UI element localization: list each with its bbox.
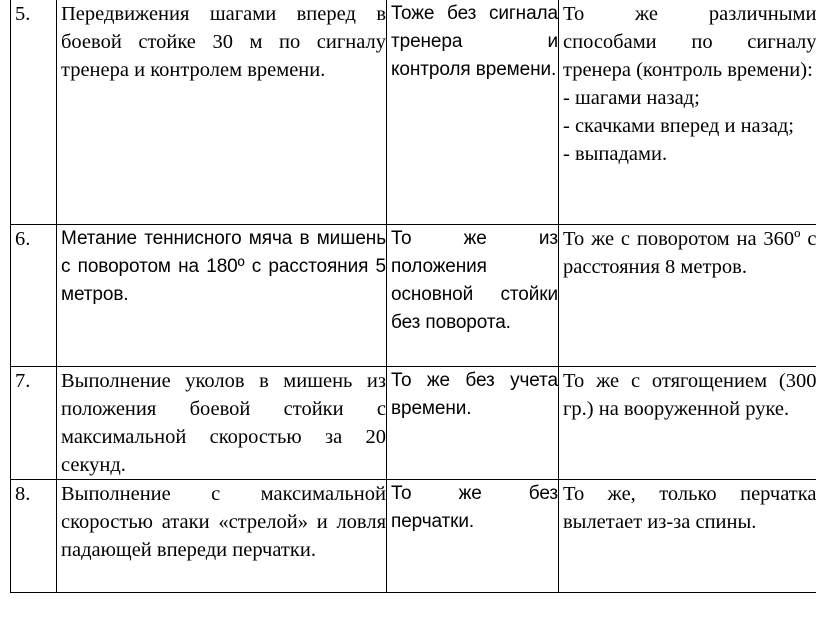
variant-a-cell: То же без учета времени.	[387, 366, 559, 479]
variant-b-line: То же, только перчатка вылетает из-за спины.	[563, 482, 816, 533]
variant-a-cell: То же без перчатки.	[387, 479, 559, 592]
exercise-cell: Выполнение с максимальной скоростью атаки «стрелой» и ловля падающей впереди перчатки.	[57, 479, 387, 592]
variant-a-cell: То же из положения основной стойки без поворота.	[387, 224, 559, 366]
exercise-cell: Передвижения шагами вперед в боевой стойке 30 м по сигналу тренера и контролем времени.	[57, 0, 387, 224]
variant-b-line: - шагами назад;	[563, 87, 700, 109]
variant-b-line: - скачками вперед и назад;	[563, 115, 794, 137]
variant-a-cell: Тоже без сигнала тренера и контроля времени.	[387, 0, 559, 224]
variant-b-line: То же с отягощением (300 гр.) на вооруженной руке.	[563, 369, 816, 420]
row-number: 5.	[11, 0, 57, 224]
variant-b-line: - выпадами.	[563, 143, 668, 165]
table-row	[11, 0, 816, 224]
table-row	[11, 479, 816, 592]
variant-b-cell	[559, 224, 816, 366]
variant-b-line: То же с поворотом на 360º с расстояния 8 метров.	[563, 227, 816, 278]
variant-b-cell	[559, 366, 816, 479]
exercise-cell: Выполнение уколов в мишень из положения боевой стойки с максимальной скоростью за 20 секунд.	[57, 366, 387, 479]
exercise-cell: Метание теннисного мяча в мишень с поворотом на 180º с расстояния 5 метров.	[57, 224, 387, 366]
row-number: 7.	[11, 366, 57, 479]
table-row	[11, 366, 816, 479]
variant-b-cell	[559, 0, 816, 224]
exercise-table	[10, 0, 816, 593]
row-number: 8.	[11, 479, 57, 592]
table-row	[11, 224, 816, 366]
variant-b-cell	[559, 479, 816, 592]
row-number: 6.	[11, 224, 57, 366]
variant-b-line: То же различными способами по сигналу тренера (контроль времени):	[563, 3, 816, 81]
